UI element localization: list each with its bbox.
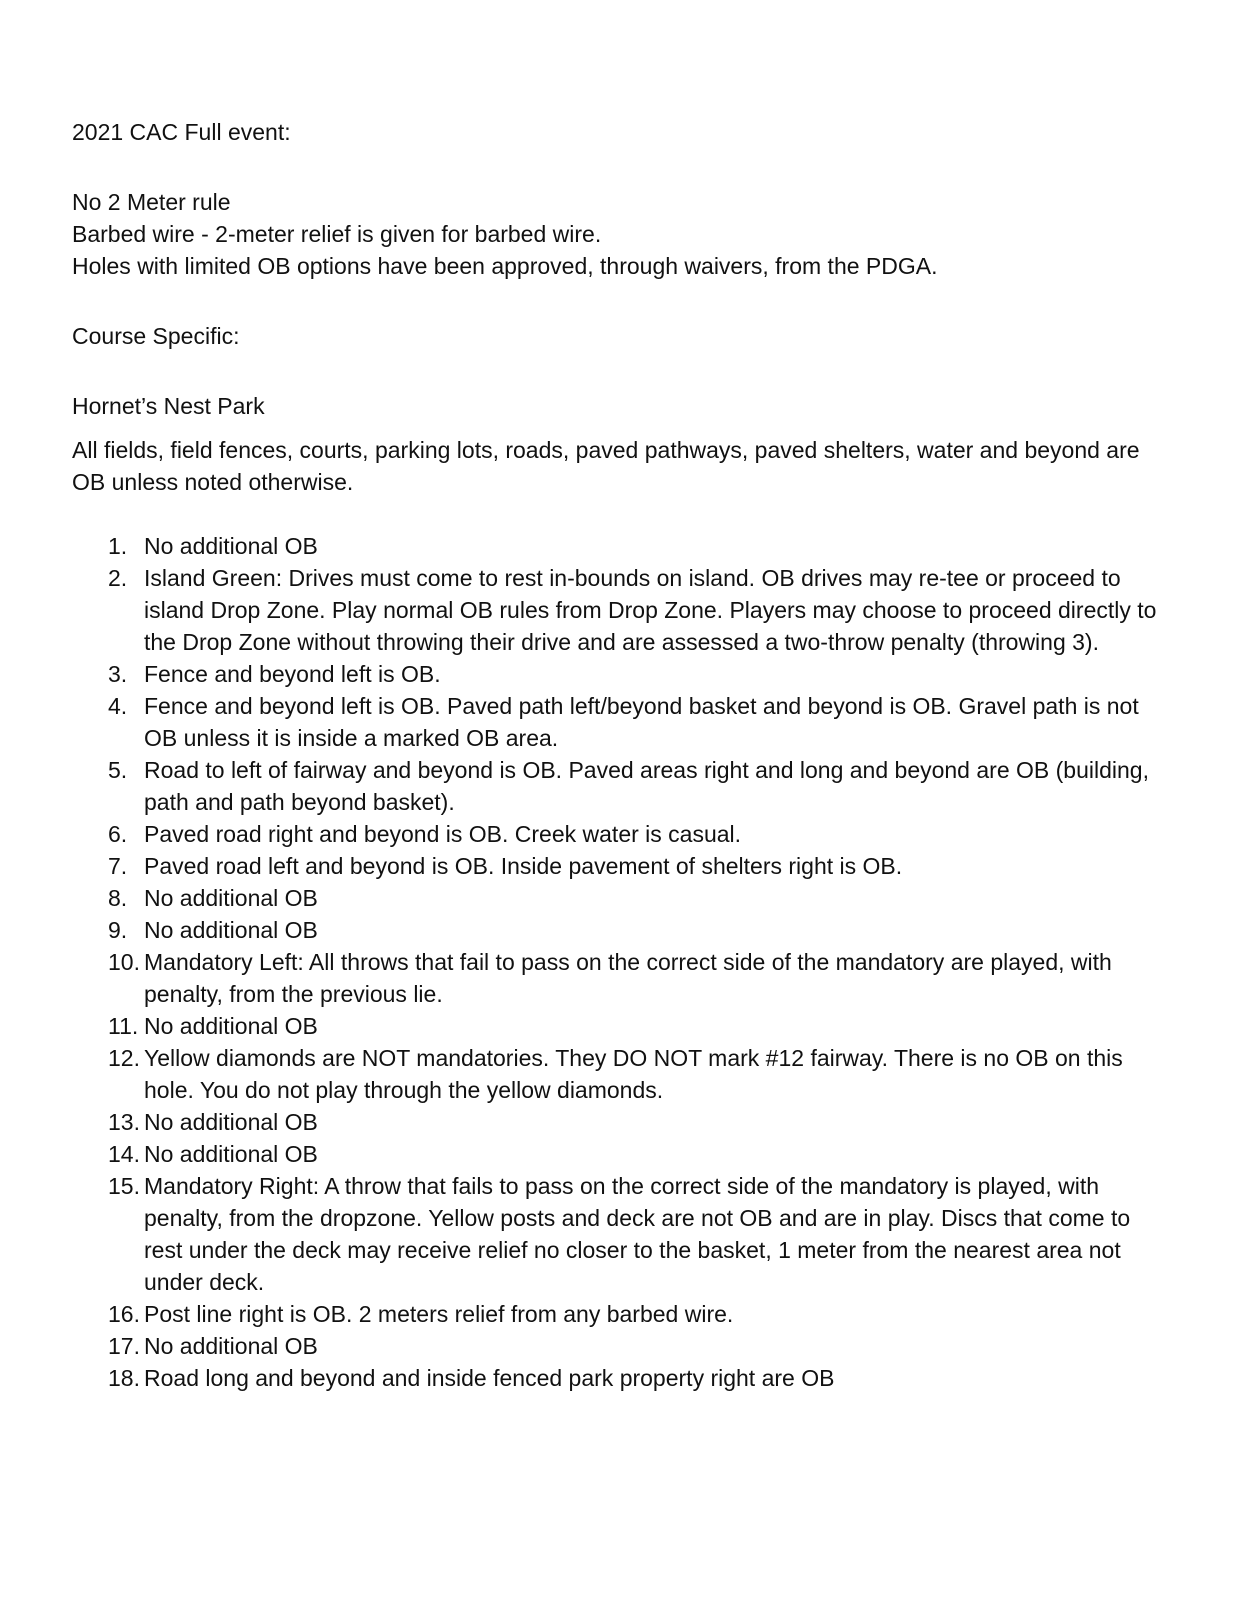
hole-rule-text: No additional OB (144, 1141, 318, 1167)
document-page (72, 116, 1172, 1394)
hole-number: 13. (108, 1109, 140, 1135)
hole-number: 12. (108, 1045, 140, 1071)
hole-rule-text: Paved road right and beyond is OB. Creek water is casual. (144, 821, 742, 847)
hole-rule-text: No additional OB (144, 1109, 318, 1135)
general-rule: Barbed wire - 2-meter relief is given for barbed wire. (72, 221, 602, 247)
hole-rule-text: Road to left of fairway and beyond is OB. Paved areas right and long and beyond are OB (building, path and path beyond basket). (144, 757, 1149, 815)
hole-number: 6. (108, 821, 128, 847)
hole-rule-text: Fence and beyond left is OB. Paved path left/beyond basket and beyond is OB. Gravel path is not OB unless it is inside a marked OB area. (144, 693, 1139, 751)
list-item (72, 1138, 1172, 1170)
general-rule: No 2 Meter rule (72, 189, 231, 215)
course-description: All fields, field fences, courts, parking lots, roads, paved pathways, paved shelters, water and beyond are OB unless noted otherwise. (72, 437, 1140, 495)
hole-rule-text: Island Green: Drives must come to rest in-bounds on island. OB drives may re-tee or proceed to island Drop Zone. Play normal OB rules from Drop Zone. Players may choose to proceed directly to the Drop Zone without throwing their drive and are assessed a two-throw penalty (throwing 3). (144, 565, 1157, 655)
hole-number: 10. (108, 949, 140, 975)
hole-rule-text: Mandatory Left: All throws that fail to pass on the correct side of the mandatory are played, with penalty, from the previous lie. (144, 949, 1112, 1007)
course-name: Hornet’s Nest Park (72, 393, 265, 419)
hole-number: 3. (108, 661, 128, 687)
hole-number: 17. (108, 1333, 140, 1359)
hole-number: 1. (108, 533, 128, 559)
hole-number: 11. (108, 1013, 139, 1039)
hole-rule-text: No additional OB (144, 1333, 318, 1359)
hole-number: 2. (108, 565, 128, 591)
list-item (72, 1330, 1172, 1362)
hole-rule-text: No additional OB (144, 1013, 318, 1039)
list-item (72, 1042, 1172, 1106)
list-item (72, 1106, 1172, 1138)
hole-rule-text: Yellow diamonds are NOT mandatories. They DO NOT mark #12 fairway. There is no OB on this hole. You do not play through the yellow diamonds. (144, 1045, 1123, 1103)
list-item (72, 1298, 1172, 1330)
list-item (72, 562, 1172, 658)
hole-number: 14. (108, 1141, 140, 1167)
hole-rule-text: Road long and beyond and inside fenced park property right are OB (144, 1365, 835, 1391)
hole-number: 8. (108, 885, 128, 911)
list-item (72, 818, 1172, 850)
list-item (72, 1010, 1172, 1042)
hole-rule-text: Fence and beyond left is OB. (144, 661, 441, 687)
hole-number: 4. (108, 693, 128, 719)
hole-rules-list (72, 530, 1172, 1394)
list-item (72, 882, 1172, 914)
hole-rule-text: Paved road left and beyond is OB. Inside pavement of shelters right is OB. (144, 853, 903, 879)
hole-rule-text: Post line right is OB. 2 meters relief from any barbed wire. (144, 1301, 734, 1327)
hole-rule-text: No additional OB (144, 533, 318, 559)
list-item (72, 690, 1172, 754)
list-item (72, 914, 1172, 946)
list-item (72, 754, 1172, 818)
hole-number: 16. (108, 1301, 140, 1327)
hole-rule-text: No additional OB (144, 885, 318, 911)
hole-number: 5. (108, 757, 128, 783)
hole-number: 9. (108, 917, 128, 943)
list-item (72, 850, 1172, 882)
hole-rule-text: No additional OB (144, 917, 318, 943)
general-rules (72, 186, 1172, 282)
list-item (72, 658, 1172, 690)
hole-number: 7. (108, 853, 128, 879)
list-item (72, 1170, 1172, 1298)
list-item (72, 1362, 1172, 1394)
hole-number: 15. (108, 1173, 140, 1199)
list-item (72, 946, 1172, 1010)
hole-number: 18. (108, 1365, 140, 1391)
hole-rule-text: Mandatory Right: A throw that fails to pass on the correct side of the mandatory is played, with penalty, from the dropzone. Yellow posts and deck are not OB and are in play. Discs that come to rest under the deck may receive relief no closer to the basket, 1 meter from the nearest area not under deck. (144, 1173, 1131, 1295)
course-specific-heading: Course Specific: (72, 323, 240, 349)
document-title: 2021 CAC Full event: (72, 119, 291, 145)
list-item (72, 530, 1172, 562)
general-rule: Holes with limited OB options have been approved, through waivers, from the PDGA. (72, 253, 938, 279)
